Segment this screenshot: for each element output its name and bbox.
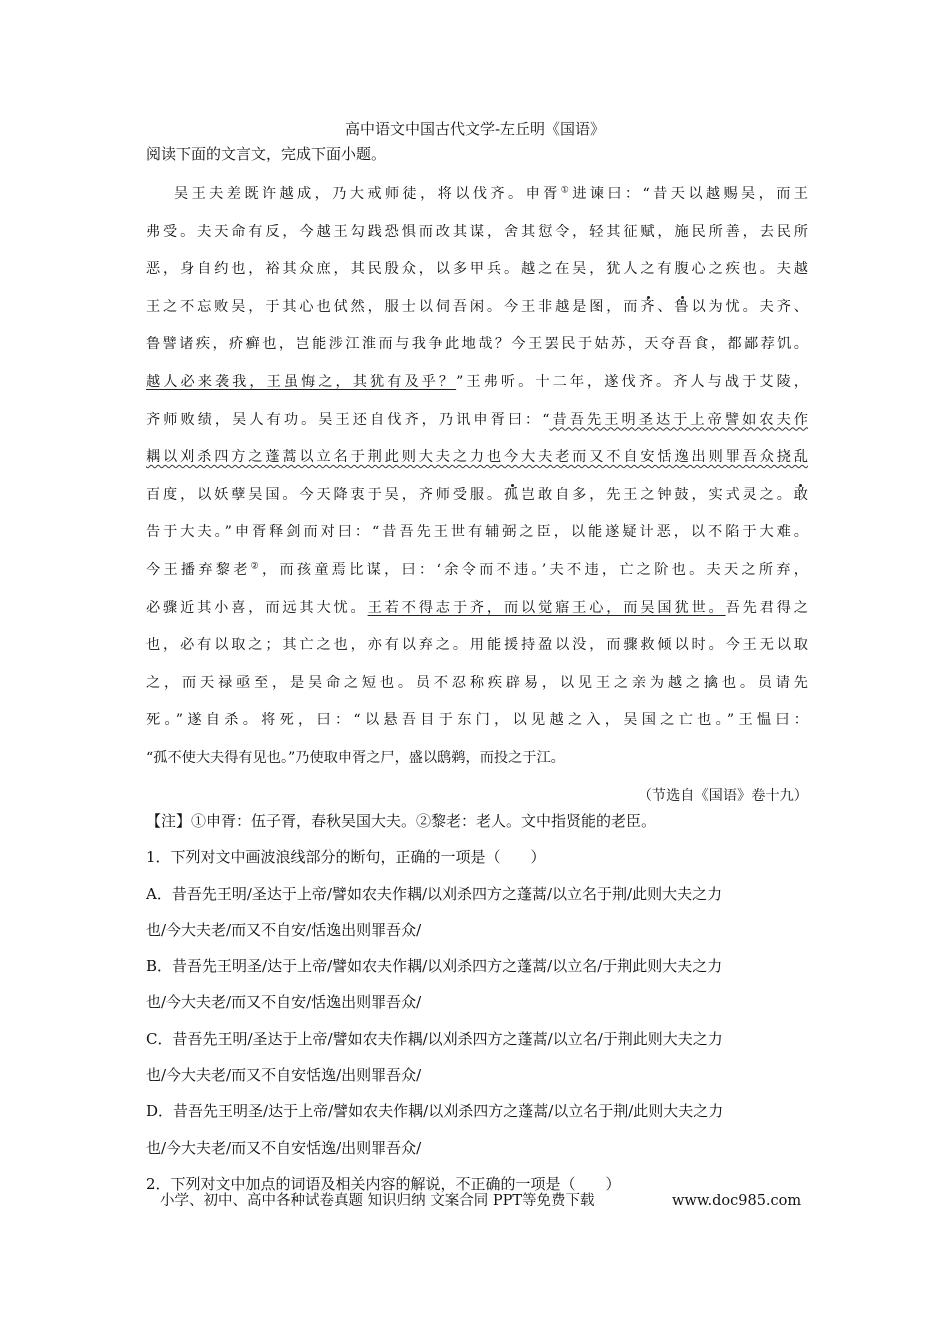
document-title: 高中语文中国古代文学-左丘明《国语》 xyxy=(344,120,606,138)
option-c-cont: 也/今大夫老/而又不自安恬逸/出则罪吾众/ xyxy=(146,1066,422,1085)
passage-line: 恶，身自约也，裕其众庶，其民殷众，以多甲兵。越之在吴，犹人之有腹心之疾也。夫越 xyxy=(146,261,808,278)
footer-url[interactable]: www.doc985.com xyxy=(672,1193,802,1209)
passage-line: 王之不忘败吴，于其心也侙然，服士以伺吾闲。今王非越是图，而齐、鲁以为忧。夫齐、 xyxy=(146,298,808,315)
questions-section xyxy=(146,803,808,1202)
emphasis-dot-word: 鲁 xyxy=(674,298,692,315)
passage-line: 之，而天禄亟至，是吴命之短也。员不忍称疾辟易，以见王之亲为越之擒也。员请先 xyxy=(146,674,808,691)
option-d-cont: 也/今大夫老/而又不自安恬逸/出则罪吾众/ xyxy=(146,1138,422,1157)
question-2-stem: 2．下列对文中加点的词语及相关内容的解说，不正确的一项是（ ） xyxy=(146,1174,621,1193)
question-1-stem: 1．下列对文中画波浪线部分的断句，正确的一项是（ ） xyxy=(146,848,546,867)
option-b-cont: 也/今大夫老/而又不自安/恬逸出则罪吾众/ xyxy=(146,993,422,1012)
passage-line: 越人必来袭我，王虽悔之，其犹有及乎？”王弗听。十二年，遂伐齐。齐人与战于艾陵， xyxy=(146,373,808,390)
option-b: B．昔吾先王明圣/达于上帝/譬如农夫作耦/以刈杀四方之蓬蒿/以立名/于荆此则大夫之力 xyxy=(146,957,723,976)
passage-line xyxy=(146,439,808,477)
passage-line: 弗受。夫天命有反，今越王勾践恐惧而改其谋，舍其愆令，轻其征赋，施民所善，去民所 xyxy=(146,223,808,240)
passage-line: 吴王夫差既许越成，乃大戒师徒，将以伐齐。申胥①进谏曰：“昔天以越赐吴，而王 xyxy=(174,185,808,202)
passage-line: 今王播弃黎老②，而孩童焉比谋，曰：‘余令而不违。’夫不违，亡之阶也。夫天之所弃， xyxy=(146,561,808,578)
passage-line: 齐师败绩，吴人有功。吴王还自伐齐，乃讯申胥曰：“昔吾先王明圣达于上帝譬如农夫作 xyxy=(146,411,808,428)
emphasis-dot-word: 齐 xyxy=(640,298,658,315)
underlined-sentence: 王若不得志于齐，而以觉寤王心，而吴国犹世。 xyxy=(367,599,726,616)
passage-source: （节选自《国语》卷十九） xyxy=(637,787,808,804)
passage-line: 告于大夫。”申胥释剑而对曰：“昔吾先王世有辅弼之臣，以能遂疑计恶，以不陷于大难。 xyxy=(146,524,808,541)
option-c: C．昔吾先王明/圣达于上帝/譬如农夫作耦/以刈杀四方之蓬蒿/以立名/于荆此则大夫之力 xyxy=(146,1029,723,1048)
option-a-cont: 也/今大夫老/而又不自安/恬逸出则罪吾众/ xyxy=(146,920,422,939)
wavy-underlined-text: 昔吾先王明圣达于上帝譬如农夫作 xyxy=(549,411,808,428)
instruction: 阅读下面的文言文，完成下面小题。 xyxy=(146,145,387,163)
option-a: A．昔吾先王明/圣达于上帝/譬如农夫作耦/以刈杀四方之蓬蒿/以立名于荆/此则大夫之力 xyxy=(146,884,723,903)
option-d: D．昔吾先王明圣/达于上帝/譬如农夫作耦/以刈杀四方之蓬蒿/以立名于荆/此则大夫之力 xyxy=(146,1102,724,1121)
passage xyxy=(146,176,808,815)
passage-line: “孤不使大夫得有见也。”乃使取申胥之尸，盛以鸱鹈，而投之于江。 xyxy=(146,749,565,766)
note-2-marker: ② xyxy=(250,561,262,572)
passage-line: 死。”遂自杀。将死，曰：“以悬吾目于东门，以见越之入，吴国之亡也。”王愠曰： xyxy=(146,712,808,729)
footer-text: 小学、初中、高中各种试卷真题 知识归纳 文案合同 PPT等免费下载 xyxy=(160,1193,595,1209)
passage-line: 也，必有以取之；其亡之也，亦有以弃之。用能援持盈以没，而骤救倾以时。今王无以取 xyxy=(146,637,808,654)
page-footer xyxy=(160,1191,800,1211)
wavy-underlined-text: 耦以刈杀四方之蓬蒿以立名于荆此则大夫之力也今大夫老而又不自安恬逸出则罪吾众挠乱 xyxy=(146,449,808,466)
underlined-sentence: 越人必来袭我，王虽悔之，其犹有及乎？ xyxy=(146,373,457,390)
emphasis-dot-word: 敢 xyxy=(793,486,808,503)
note-1-marker: ① xyxy=(560,185,573,196)
passage-line: 百度，以妖孽吴国。今天降衷于吴，齐师受服。孤岂敢自多，先王之钟鼓，实式灵之。敢 xyxy=(146,486,808,503)
passage-line: 鲁譬诸疾，疥癣也，岂能涉江淮而与我争此地哉？今王罢民于姑苏，天夺吾食，都鄙荐饥。 xyxy=(146,336,808,353)
annotation-note: 【注】①申胥：伍子胥，春秋吴国大夫。②黎老：老人。文中指贤能的老臣。 xyxy=(146,812,657,830)
passage-line: 必骤近其小喜，而远其大忧。王若不得志于齐，而以觉寤王心，而吴国犹世。吾先君得之 xyxy=(146,599,808,616)
emphasis-dot-word: 孤 xyxy=(503,486,522,503)
